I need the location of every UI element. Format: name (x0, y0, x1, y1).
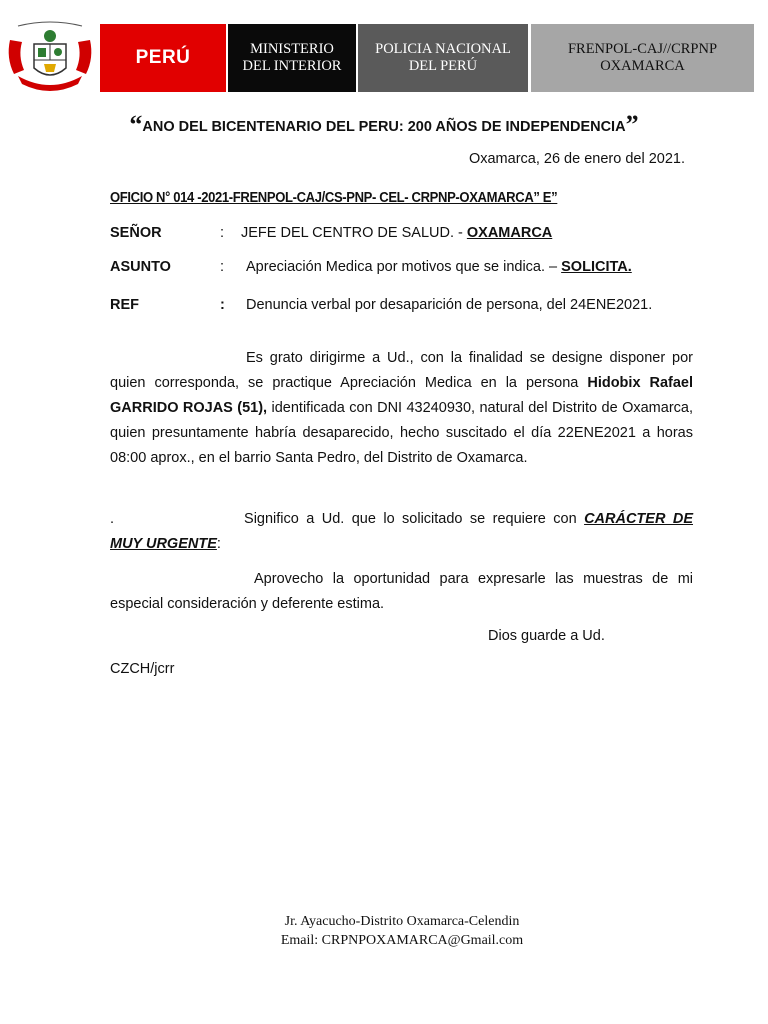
page-footer (0, 912, 768, 950)
p2-dot: . (110, 511, 115, 527)
senor-colon: : (220, 225, 225, 241)
ref-colon: : (220, 297, 225, 313)
header-policia-line1: POLICIA NACIONAL (375, 41, 511, 57)
asunto-value-emph: SOLICITA. (561, 259, 632, 275)
header-peru-box (100, 24, 226, 92)
ref-label: REF (110, 297, 139, 313)
header-frenpol-line1: FRENPOL-CAJ//CRPNP (567, 41, 718, 57)
p1-rest: identificada con DNI 43240930, natural del Distrito de Oxamarca, quien presuntamente habría desaparecido, hecho suscitado el día 22ENE2021 a horas 08:00 aprox., en el barrio Santa Pedro, del Distrito de Oxamarca. (110, 400, 693, 466)
year-motto (0, 110, 768, 140)
reference-initials: CZCH/jcrr (110, 661, 175, 677)
document-date: Oxamarca, 26 de enero del 2021. (468, 151, 685, 167)
asunto-colon: : (220, 259, 225, 275)
header-ministerio-line1: MINISTERIO (250, 41, 334, 57)
motto-close-quote: ” (625, 110, 639, 139)
p1-person-name: Hidobix Rafael GARRIDO ROJAS (51), (110, 375, 694, 416)
header-frenpol-line2: OXAMARCA (600, 58, 685, 74)
body-paragraph-1 (110, 346, 693, 471)
senor-value-emph: OXAMARCA (466, 225, 553, 241)
footer-email: Email: CRPNPOXAMARCA@Gmail.com (280, 933, 524, 948)
senor-value (241, 225, 552, 241)
p1-intro: Es grato dirigirme a Ud., con la finalidad se designe disponer por quien corresponda, se practique Apreciación Medica en la persona (110, 350, 693, 391)
header-policia-line2: DEL PERÚ (408, 58, 478, 74)
header-frenpol-box (531, 24, 754, 92)
p2-urgent: CARÁCTER DE MUY URGENTE (110, 511, 693, 552)
asunto-value-text: Apreciación Medica por motivos que se indica. – (246, 259, 562, 275)
senor-label: SEÑOR (110, 225, 162, 241)
closing-line: Dios guarde a Ud. (488, 628, 605, 644)
asunto-value (246, 259, 632, 275)
body-paragraph-3: Aprovecho la oportunidad para expresarle las muestras de mi especial consideración y deferente estima. (110, 571, 693, 612)
body-paragraph-2 (110, 507, 693, 557)
header-ministerio-box (228, 24, 356, 92)
header-peru-label: PERÚ (135, 47, 191, 68)
header-ministerio-line2: DEL INTERIOR (242, 58, 342, 74)
p2-text: Significo a Ud. que lo solicitado se requiere con (244, 511, 585, 527)
motto-open-quote: “ (129, 110, 143, 139)
senor-value-text: JEFE DEL CENTRO DE SALUD. - (241, 225, 467, 241)
asunto-label: ASUNTO (110, 259, 171, 275)
oficio-number: OFICIO N° 014 -2021-FRENPOL-CAJ/CS-PNP- CEL- CRPNP-OXAMARCA” E” (110, 190, 558, 206)
footer-address: Jr. Ayacucho-Distrito Oxamarca-Celendin (284, 914, 520, 929)
motto-text: ANO DEL BICENTENARIO DEL PERU: 200 AÑOS DE INDEPENDENCIA (142, 119, 626, 135)
header-policia-box (358, 24, 528, 92)
peru-coat-of-arms-icon (4, 18, 96, 96)
ref-value: Denuncia verbal por desaparición de persona, del 24ENE2021. (246, 297, 653, 313)
p2-end: : (216, 536, 221, 552)
